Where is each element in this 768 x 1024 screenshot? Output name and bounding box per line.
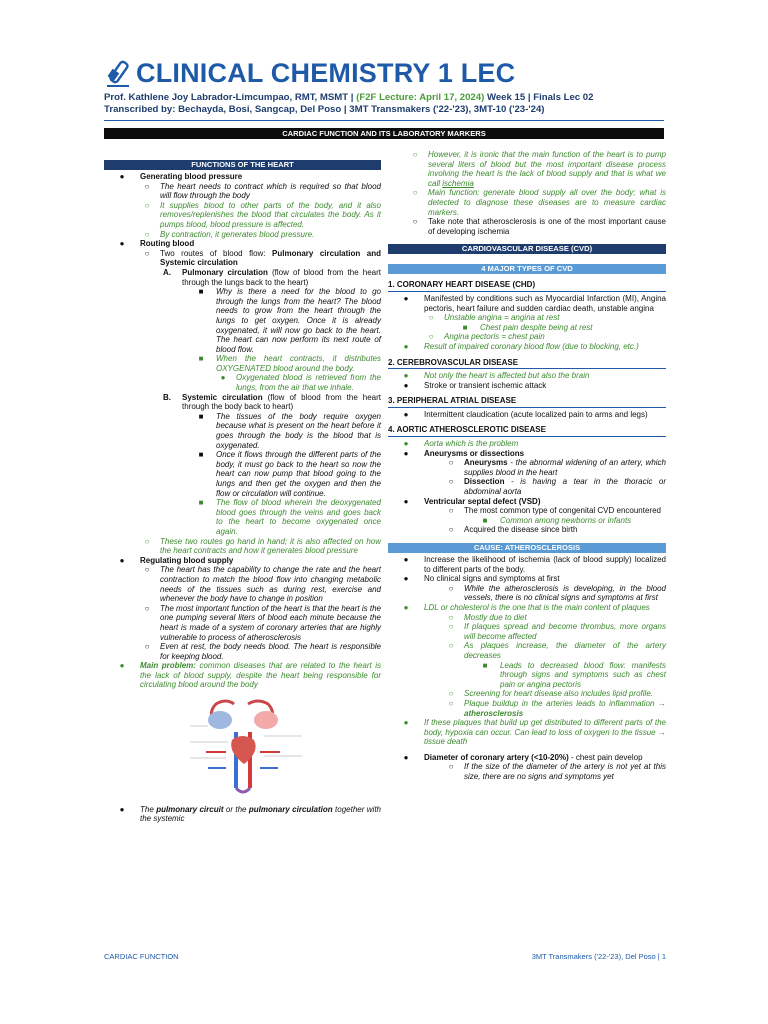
list-item: ● Manifested by conditions such as Myocardial Infarction (MI), Angina pectoris, heart failure and sudden cardiac death, unstable angina (403, 293, 666, 313)
subheading-peripheral: 3. PERIPHERAL ATRIAL DISEASE (388, 396, 666, 408)
topic-banner: CARDIAC FUNCTION AND ITS LABORATORY MARKERS (104, 128, 664, 139)
list-item: ○ The heart needs to contract which is required so that blood will flow through the body (144, 181, 381, 201)
section-header-cause: CAUSE: ATHEROSCLEROSIS (388, 543, 666, 553)
header-divider (104, 120, 664, 121)
list-item: ○ These two routes go hand in hand; it is also affected on how the heart contracts and how it generates blood pressure (144, 536, 381, 556)
list-item: ○ If plaques spread and become thrombus, more organs will become affected (448, 622, 666, 641)
list-item: ● Aneurysms or dissections (403, 448, 525, 458)
list-item: ● If these plaques that build up get distributed to different parts of the body, hypoxia can occur. Can lead to loss of oxygen to the tissue → tissue death (403, 718, 666, 747)
footer-left: CARDIAC FUNCTION (104, 952, 179, 961)
list-item: ○ It supplies blood to other parts of the body, and it also removes/replenishes the blood that circulates the body. As it pumps blood, blood pressure is affected. (144, 200, 381, 229)
list-item: ○ Main function: generate blood supply all over the body; what is detected to diagnose these diseases are to measure cardiac markers. (412, 188, 666, 217)
list-item: ■ The tissues of the body require oxygen because what is present on the heart before it goes through the body is the blood that is oxygenated. (198, 411, 381, 450)
list-item: A. Pulmonary circulation (flow of blood from the heart through the lungs back to the heart) (163, 267, 381, 287)
list-item: ● LDL or cholesterol is the one that is the main content of plaques (403, 602, 650, 612)
left-column (104, 158, 381, 824)
list-item: ● Diameter of coronary artery (<10-20%) - chest pain develop (403, 752, 643, 762)
list-item: ■ Why is there a need for the blood to go through the lungs from the heart? The blood needs to grow from the heart through the lungs to get oxygen. Once it is already oxygenated, it will now go back to the heart. The heart can now perform its next route of blood flow. (198, 287, 381, 354)
list-item: ○ Dissection - is having a tear in the thoracic or abdominal aorta (448, 477, 666, 497)
list-item: ○ Two routes of blood flow: Pulmonary circulation and Systemic circulation (144, 248, 381, 268)
list-item: ■ Once it flows through the different parts of the body, it must go back to the heart so now the heart can now pump that blood going to the lungs and then get the oxygen and then the flow or circulation will continue. (198, 450, 381, 498)
heart-circulation-diagram (186, 696, 306, 798)
list-item: ○ While the atherosclerosis is developing, in the blood vessels, there is no clinical signs and symptoms at first (448, 583, 666, 603)
list-item: ○ Even at rest, the body needs blood. The heart is responsible for keeping blood. (144, 642, 381, 661)
list-item: ● Result of impaired coronary blood flow (due to blocking, etc.) (403, 341, 639, 351)
list-item: ○ As plaques increase, the diameter of the artery decreases (448, 641, 666, 660)
list-item: ■ Chest pain despite being at rest (462, 322, 593, 332)
list-item: ○ Angina pectoris = chest pain (428, 332, 545, 342)
list-item: ● No clinical signs and symptoms at first (403, 574, 560, 584)
list-item: ● Routing blood (119, 239, 195, 249)
list-item: ● Oxygenated blood is retrieved from the lungs, from the air that we inhale. (220, 373, 381, 393)
list-item: ● Intermittent claudication (acute localized pain to arms and legs) (403, 409, 648, 419)
transcriber-line: Transcribed by: Bechayda, Bosi, Sangcap, Del Poso | 3MT Transmakers ('22-'23), 3MT-10 ('23-'24) (104, 104, 545, 115)
list-item: ○ The heart has the capability to change the rate and the heart contraction to match the blood flow into changing metabolic needs of the tissues such as during rest, exercise and whenever the body have to change in position (144, 565, 381, 604)
section-header-types: 4 MAJOR TYPES OF CVD (388, 264, 666, 274)
list-item: ● Main problem: common diseases that are related to the heart is the lack of blood supply, despite the heart being responsible for circulating blood around the body (119, 661, 381, 690)
list-item: ○ Plaque buildup in the arteries leads to inflammation → atherosclerosis (448, 698, 666, 718)
list-item: B. Systemic circulation (flow of blood from the heart through the body back to heart) (163, 392, 381, 412)
list-item: ● Regulating blood supply (119, 555, 234, 565)
section-header-functions: FUNCTIONS OF THE HEART (104, 160, 381, 170)
footer-right: 3MT Transmakers ('22-'23), Del Poso | 1 (531, 952, 666, 961)
list-item: ○ By contraction, it generates blood pressure. (144, 229, 315, 239)
lecturer-line: Prof. Kathlene Joy Labrador-Limcumpao, RMT, MSMT | (F2F Lecture: April 17, 2024) Week 15 | Finals Lec 02 (104, 92, 594, 103)
list-item: ○ However, it is ironic that the main function of the heart is to pump several liters of blood but the most important disease process involving the heart is the lack of blood supply and that is what we call ischemia (412, 150, 666, 188)
list-item: ○ The most common type of congenital CVD encountered (448, 506, 661, 516)
list-item: ■ Common among newborns or infants (482, 515, 632, 525)
list-item: ○ Aneurysms - the abnormal widening of an artery, which supplies blood in the heart (448, 458, 666, 477)
list-item: ■ The flow of blood wherein the deoxygenated blood goes through the veins and goes back to the heart to become oxygenated once again. (198, 498, 381, 536)
section-header-cvd: CARDIOVASCULAR DISEASE (CVD) (388, 244, 666, 254)
list-item: ■ Leads to decreased blood flow: manifests through signs and symptoms such as chest pain or angina pectoris (482, 660, 666, 689)
list-item: ● Increase the likelihood of ischemia (lack of blood supply) localized to different parts of the body. (403, 555, 666, 574)
list-item: ○ Mostly due to diet (448, 612, 527, 622)
document-header (104, 58, 664, 121)
page-title: CLINICAL CHEMISTRY 1 LEC (136, 58, 516, 88)
subheading-chd: 1. CORONARY HEART DISEASE (CHD) (388, 280, 666, 292)
list-item: ● Generating blood pressure (119, 172, 243, 181)
list-item: ○ Take note that atherosclerosis is one of the most important cause of developing ischemia (412, 217, 666, 236)
list-item: ○ The most important function of the heart is that the heart is the one pumping several liters of blood each minute because the heart is made of a system of coronary arteries that are highly vulnerable to process of atherosclerosis (144, 603, 381, 642)
list-item: ● Stroke or transient ischemic attack (403, 380, 547, 390)
list-item: ■ When the heart contracts, it distributes OXYGENATED blood around the body. (198, 354, 381, 373)
subheading-cerebrovascular: 2. CEREBROVASCULAR DISEASE (388, 358, 666, 370)
title-row (104, 58, 664, 89)
list-item: ○ Acquired the disease since birth (448, 525, 578, 535)
list-item: ○ Unstable angina = angina at rest (428, 313, 560, 323)
subheading-aortic: 4. AORTIC ATHEROSCLEROTIC DISEASE (388, 425, 666, 437)
right-column (388, 150, 666, 782)
list-item: ○ Screening for heart disease also includes lipid profile. (448, 689, 653, 699)
test-tube-icon (104, 59, 132, 89)
list-item: ● The pulmonary circuit or the pulmonary circulation together with the systemic (119, 804, 382, 824)
list-item: ● Ventricular septal defect (VSD) (403, 496, 541, 506)
list-item: ● Aorta which is the problem (403, 439, 519, 449)
list-item: ● Not only the heart is affected but also the brain (403, 371, 590, 381)
list-item: ○ If the size of the diameter of the artery is not yet at this size, there are no signs and symptoms yet (448, 762, 666, 782)
